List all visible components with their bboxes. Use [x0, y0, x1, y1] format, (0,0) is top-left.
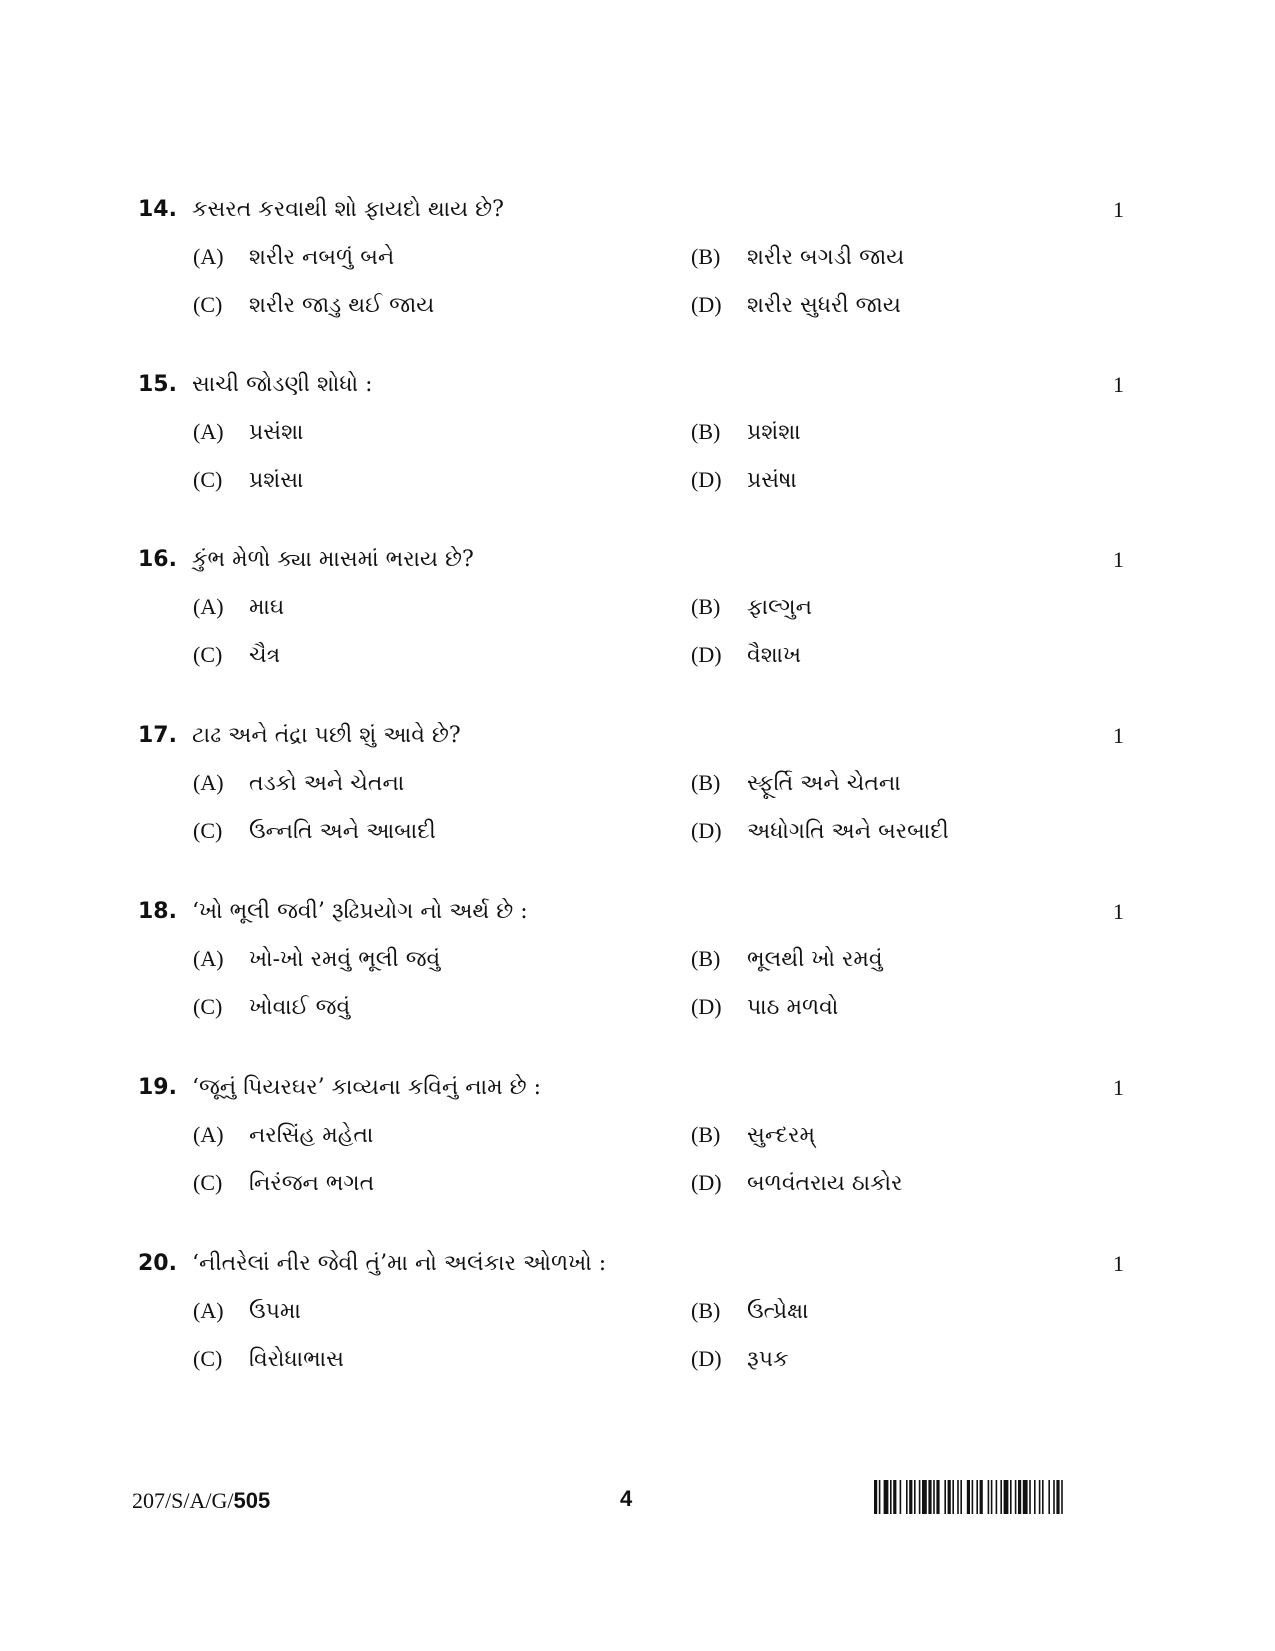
option-text: પ્રસંષા [747, 468, 797, 493]
question-number: 17. [138, 723, 177, 748]
barcode-stripe [952, 1480, 954, 1514]
option-a [193, 1295, 301, 1328]
option-text: પ્રશંસા [249, 468, 304, 493]
option-text: ઉન્નતિ અને આબાદી [249, 819, 436, 844]
question-text: કુંભ મેળો ક્યા માસમાં ભરાય છે? [192, 547, 474, 572]
option-c [193, 639, 280, 672]
question-text: ટાઢ અને તંદ્રા પછી શું આવે છે? [192, 723, 461, 748]
option-b [691, 416, 801, 449]
barcode-stripe [890, 1480, 892, 1514]
barcode-stripe [967, 1480, 970, 1514]
barcode-stripe [1039, 1480, 1041, 1514]
barcode-stripe [906, 1480, 908, 1514]
barcode-stripe [1010, 1480, 1012, 1514]
option-c [193, 991, 350, 1024]
option-label: (A) [193, 946, 224, 971]
option-d [691, 464, 797, 497]
option-label: (A) [193, 1298, 224, 1323]
option-text: પાઠ મળવો [747, 995, 839, 1020]
option-label: (B) [691, 770, 721, 795]
option-label: (D) [691, 994, 722, 1019]
option-label: (B) [691, 1122, 721, 1147]
option-a [193, 591, 284, 624]
barcode-stripe [936, 1480, 939, 1514]
barcode-stripe [914, 1480, 916, 1514]
barcode-stripe [928, 1480, 931, 1514]
barcode-stripe [909, 1480, 912, 1514]
option-label: (B) [691, 594, 721, 619]
option-label: (B) [691, 244, 721, 269]
question-19 [0, 1072, 1275, 1272]
barcode-stripe [972, 1480, 974, 1514]
option-text: શરીર બગડી જાય [747, 245, 905, 270]
option-a [193, 1119, 373, 1152]
barcode [874, 1480, 1130, 1514]
option-text: નરસિંહ મહેતા [249, 1123, 374, 1148]
option-a [193, 241, 394, 274]
question-number: 18. [138, 899, 177, 924]
option-label: (A) [193, 1122, 224, 1147]
barcode-stripe [988, 1480, 990, 1514]
option-label: (D) [691, 642, 722, 667]
question-number: 16. [138, 547, 177, 572]
option-label: (C) [193, 818, 223, 843]
option-a [193, 416, 303, 449]
barcode-stripe [1023, 1480, 1028, 1514]
question-number: 15. [138, 372, 177, 397]
question-text: ‘ખો ભૂલી જવી’ રૂઢિપ્રયોગ નો અર્થ છે : [192, 899, 528, 924]
barcode-stripe [1056, 1480, 1059, 1514]
question-14 [0, 194, 1275, 394]
barcode-stripe [879, 1480, 881, 1514]
option-d [691, 1343, 789, 1376]
option-text: ઉત્પ્રેક્ષા [747, 1299, 809, 1324]
option-text: પ્રશંશા [747, 420, 801, 445]
option-text: શરીર સુધરી જાય [747, 293, 901, 318]
barcode-stripe [893, 1480, 896, 1514]
barcode-stripe [1000, 1480, 1002, 1514]
option-label: (C) [193, 994, 223, 1019]
question-text: ‘નીતરેલાં નીર જેવી તું’મા નો અલંકાર ઓળખો : [192, 1251, 607, 1276]
question-15 [0, 369, 1275, 569]
barcode-stripe [884, 1480, 889, 1514]
option-text: ખો-ખો રમવું ભૂલી જવું [249, 947, 441, 972]
barcode-stripe [1042, 1480, 1044, 1514]
question-number: 20. [138, 1251, 177, 1276]
question-marks: 1 [1113, 1251, 1124, 1276]
question-marks: 1 [1113, 197, 1124, 222]
paper-code-prefix: 207/S/A/G/ [132, 1488, 234, 1513]
option-text: શરીર નબળું બને [249, 245, 395, 270]
barcode-stripe [976, 1480, 978, 1514]
option-label: (D) [691, 292, 722, 317]
option-text: વૈશાખ [747, 643, 802, 668]
question-marks: 1 [1113, 547, 1124, 572]
option-text: ખોવાઈ જવું [249, 995, 351, 1020]
option-label: (A) [193, 419, 224, 444]
option-label: (C) [193, 292, 223, 317]
option-c [193, 289, 434, 322]
option-text: ઉપમા [249, 1299, 301, 1324]
option-text: બળવંતરાય ઠાકોર [747, 1171, 903, 1196]
barcode-stripe [919, 1480, 921, 1514]
option-c [193, 464, 303, 497]
question-marks: 1 [1113, 899, 1124, 924]
barcode-stripe [922, 1480, 927, 1514]
option-label: (C) [193, 1170, 223, 1195]
option-label: (B) [691, 946, 721, 971]
question-marks: 1 [1113, 1075, 1124, 1100]
paper-code-number: 505 [233, 1488, 271, 1513]
option-label: (C) [193, 642, 223, 667]
barcode-stripe [874, 1480, 877, 1514]
option-text: અધોગતિ અને બરબાદી [747, 819, 949, 844]
option-d [691, 639, 801, 672]
barcode-stripe [944, 1480, 946, 1514]
question-text: સાચી જોડણી શોધો : [192, 372, 373, 397]
option-b [691, 1119, 815, 1152]
barcode-stripe [1053, 1480, 1055, 1514]
option-d [691, 289, 901, 322]
option-text: ભૂલથી ખો રમવું [747, 947, 883, 972]
barcode-stripe [980, 1480, 983, 1514]
question-text: ‘જૂનું પિયરઘર’ કાવ્યના કવિનું નામ છે : [192, 1075, 542, 1100]
paper-code [132, 1488, 270, 1514]
option-text: નિરંજન ભગત [249, 1171, 375, 1196]
option-text: તડકો અને ચેતના [249, 771, 405, 796]
barcode-stripe [1018, 1480, 1021, 1514]
option-d [691, 815, 949, 848]
option-a [193, 943, 440, 976]
option-label: (B) [691, 419, 721, 444]
option-c [193, 815, 436, 848]
barcode-stripe [996, 1480, 998, 1514]
option-label: (D) [691, 467, 722, 492]
option-text: સ્ફૂર્તિ અને ચેતના [747, 771, 901, 796]
barcode-stripe [1004, 1480, 1009, 1514]
option-label: (D) [691, 1346, 722, 1371]
option-text: ચૈત્ર [249, 643, 281, 668]
option-d [691, 991, 838, 1024]
question-number: 14. [138, 197, 177, 222]
option-text: શરીર જાડુ થઈ જાય [249, 293, 435, 318]
barcode-stripe [948, 1480, 951, 1514]
option-text: માઘ [249, 595, 285, 620]
barcode-stripe [1029, 1480, 1031, 1514]
option-text: પ્રસંશા [249, 420, 304, 445]
barcode-stripe [960, 1480, 962, 1514]
option-label: (A) [193, 244, 224, 269]
option-label: (A) [193, 594, 224, 619]
option-d [691, 1167, 903, 1200]
question-text: કસરત કરવાથી શો ફાયદો થાય છે? [192, 197, 504, 222]
option-b [691, 767, 901, 800]
option-text: રૂપક [747, 1347, 789, 1372]
option-b [691, 591, 812, 624]
option-text: ફાલ્ગુન [747, 595, 812, 620]
barcode-stripe [991, 1480, 993, 1514]
page-number: 4 [620, 1486, 633, 1511]
option-b [691, 1295, 808, 1328]
barcode-stripe [957, 1480, 959, 1514]
option-label: (D) [691, 818, 722, 843]
option-label: (D) [691, 1170, 722, 1195]
option-b [691, 943, 883, 976]
question-16 [0, 544, 1275, 744]
option-label: (C) [193, 1346, 223, 1371]
option-label: (B) [691, 1298, 721, 1323]
question-18 [0, 896, 1275, 1096]
question-number: 19. [138, 1075, 177, 1100]
option-label: (C) [193, 467, 223, 492]
barcode-stripe [933, 1480, 935, 1514]
question-20 [0, 1248, 1275, 1448]
question-marks: 1 [1113, 372, 1124, 397]
option-text: સુન્દરમ્ [747, 1123, 816, 1148]
barcode-stripe [900, 1480, 902, 1514]
barcode-stripe [1034, 1480, 1036, 1514]
barcode-stripe [1015, 1480, 1017, 1514]
option-c [193, 1343, 344, 1376]
question-marks: 1 [1113, 723, 1124, 748]
option-label: (A) [193, 770, 224, 795]
barcode-stripe [1061, 1480, 1063, 1514]
option-text: વિરોધાભાસ [249, 1347, 344, 1372]
option-b [691, 241, 904, 274]
option-a [193, 767, 404, 800]
question-17 [0, 720, 1275, 920]
option-c [193, 1167, 374, 1200]
barcode-stripe [1048, 1480, 1050, 1514]
